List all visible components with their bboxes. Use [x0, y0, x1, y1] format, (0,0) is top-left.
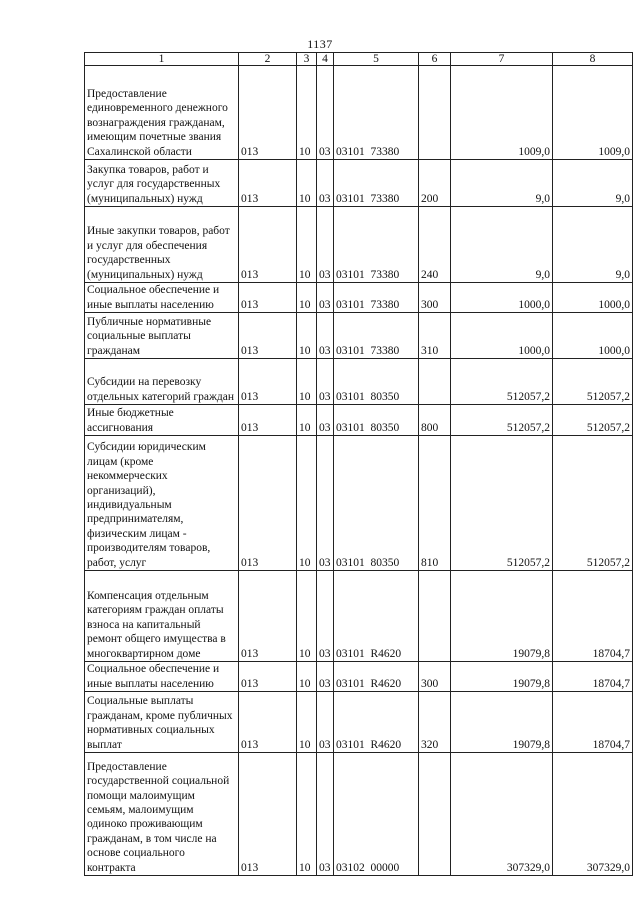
table-row	[85, 283, 633, 313]
row-name: Субсидии на перевозку отдельных категорий граждан	[85, 359, 239, 405]
table-row	[85, 753, 633, 876]
expense-type-code: 300	[419, 662, 451, 692]
section-code: 10	[297, 571, 317, 662]
subsection-code: 03	[317, 405, 334, 436]
table-row	[85, 313, 633, 359]
dept-code: 013	[239, 662, 297, 692]
subsection-code: 03	[317, 283, 334, 313]
section-code: 10	[297, 436, 317, 571]
section-code: 10	[297, 313, 317, 359]
target-item-code: 03101 73380	[334, 313, 419, 359]
budget-table	[84, 52, 633, 876]
amount-col8: 512057,2	[553, 359, 633, 405]
target-item-code: 03102 00000	[334, 753, 419, 876]
amount-col8: 1009,0	[553, 66, 633, 160]
dept-code: 013	[239, 405, 297, 436]
amount-col7: 1000,0	[451, 313, 553, 359]
dept-code: 013	[239, 436, 297, 571]
section-code: 10	[297, 66, 317, 160]
expense-type-code: 200	[419, 160, 451, 207]
target-item-code: 03101 73380	[334, 160, 419, 207]
col-header-7: 7	[451, 53, 553, 66]
amount-col7: 512057,2	[451, 436, 553, 571]
amount-col7: 19079,8	[451, 571, 553, 662]
target-item-code: 03101 73380	[334, 66, 419, 160]
col-header-8: 8	[553, 53, 633, 66]
table-row	[85, 207, 633, 283]
amount-col7: 1000,0	[451, 283, 553, 313]
target-item-code: 03101 73380	[334, 207, 419, 283]
col-header-1: 1	[85, 53, 239, 66]
table-row	[85, 571, 633, 662]
target-item-code: 03101 R4620	[334, 662, 419, 692]
section-code: 10	[297, 283, 317, 313]
amount-col7: 19079,8	[451, 692, 553, 753]
row-name: Закупка товаров, работ и услуг для государственных (муниципальных) нужд	[85, 160, 239, 207]
target-item-code: 03101 73380	[334, 283, 419, 313]
row-name: Предоставление государственной социальной помощи малоимущим семьям, малоимущим одиноко проживающим гражданам, в том числе на основе социального контракта	[85, 753, 239, 876]
subsection-code: 03	[317, 207, 334, 283]
target-item-code: 03101 80350	[334, 359, 419, 405]
row-name: Социальное обеспечение и иные выплаты населению	[85, 283, 239, 313]
row-name: Иные закупки товаров, работ и услуг для обеспечения государственных (муниципальных) нужд	[85, 207, 239, 283]
table-row	[85, 66, 633, 160]
dept-code: 013	[239, 692, 297, 753]
amount-col8: 9,0	[553, 160, 633, 207]
row-name: Социальное обеспечение и иные выплаты населению	[85, 662, 239, 692]
amount-col8: 1000,0	[553, 313, 633, 359]
subsection-code: 03	[317, 160, 334, 207]
table-row	[85, 662, 633, 692]
amount-col8: 307329,0	[553, 753, 633, 876]
row-name: Субсидии юридическим лицам (кроме некоммерческих организаций), индивидуальным предпринимателям, физическим лицам - производителям товаров, работ, услуг	[85, 436, 239, 571]
expense-type-code: 320	[419, 692, 451, 753]
subsection-code: 03	[317, 359, 334, 405]
target-item-code: 03101 R4620	[334, 692, 419, 753]
subsection-code: 03	[317, 662, 334, 692]
section-code: 10	[297, 160, 317, 207]
expense-type-code: 810	[419, 436, 451, 571]
table-row	[85, 692, 633, 753]
amount-col7: 9,0	[451, 207, 553, 283]
expense-type-code: 310	[419, 313, 451, 359]
amount-col8: 9,0	[553, 207, 633, 283]
expense-type-code: 240	[419, 207, 451, 283]
dept-code: 013	[239, 207, 297, 283]
section-code: 10	[297, 753, 317, 876]
expense-type-code	[419, 66, 451, 160]
amount-col8: 18704,7	[553, 692, 633, 753]
target-item-code: 03101 80350	[334, 405, 419, 436]
subsection-code: 03	[317, 436, 334, 571]
dept-code: 013	[239, 359, 297, 405]
table-row	[85, 405, 633, 436]
section-code: 10	[297, 662, 317, 692]
subsection-code: 03	[317, 66, 334, 160]
row-name: Иные бюджетные ассигнования	[85, 405, 239, 436]
amount-col7: 307329,0	[451, 753, 553, 876]
amount-col8: 512057,2	[553, 405, 633, 436]
amount-col7: 512057,2	[451, 359, 553, 405]
section-code: 10	[297, 405, 317, 436]
dept-code: 013	[239, 753, 297, 876]
row-name: Предоставление единовременного денежного вознаграждения гражданам, имеющим почетные звания Сахалинской области	[85, 66, 239, 160]
subsection-code: 03	[317, 313, 334, 359]
dept-code: 013	[239, 313, 297, 359]
table-row	[85, 359, 633, 405]
expense-type-code: 800	[419, 405, 451, 436]
col-header-3: 3	[297, 53, 317, 66]
expense-type-code	[419, 571, 451, 662]
subsection-code: 03	[317, 753, 334, 876]
amount-col7: 9,0	[451, 160, 553, 207]
amount-col8: 1000,0	[553, 283, 633, 313]
table-row	[85, 160, 633, 207]
amount-col8: 18704,7	[553, 662, 633, 692]
section-code: 10	[297, 207, 317, 283]
row-name: Социальные выплаты гражданам, кроме публичных нормативных социальных выплат	[85, 692, 239, 753]
dept-code: 013	[239, 160, 297, 207]
amount-col7: 512057,2	[451, 405, 553, 436]
expense-type-code	[419, 359, 451, 405]
amount-col7: 19079,8	[451, 662, 553, 692]
amount-col8: 18704,7	[553, 571, 633, 662]
expense-type-code	[419, 753, 451, 876]
target-item-code: 03101 80350	[334, 436, 419, 571]
amount-col8: 512057,2	[553, 436, 633, 571]
dept-code: 013	[239, 571, 297, 662]
row-name: Компенсация отдельным категориям граждан оплаты взноса на капитальный ремонт общего имущества в многоквартирном доме	[85, 571, 239, 662]
row-name: Публичные нормативные социальные выплаты гражданам	[85, 313, 239, 359]
dept-code: 013	[239, 66, 297, 160]
section-code: 10	[297, 359, 317, 405]
col-header-4: 4	[317, 53, 334, 66]
subsection-code: 03	[317, 571, 334, 662]
header-row	[85, 53, 633, 66]
table-row	[85, 436, 633, 571]
page-number: 1137	[307, 37, 333, 51]
dept-code: 013	[239, 283, 297, 313]
amount-col7: 1009,0	[451, 66, 553, 160]
expense-type-code: 300	[419, 283, 451, 313]
section-code: 10	[297, 692, 317, 753]
subsection-code: 03	[317, 692, 334, 753]
col-header-5: 5	[334, 53, 419, 66]
col-header-6: 6	[419, 53, 451, 66]
target-item-code: 03101 R4620	[334, 571, 419, 662]
col-header-2: 2	[239, 53, 297, 66]
